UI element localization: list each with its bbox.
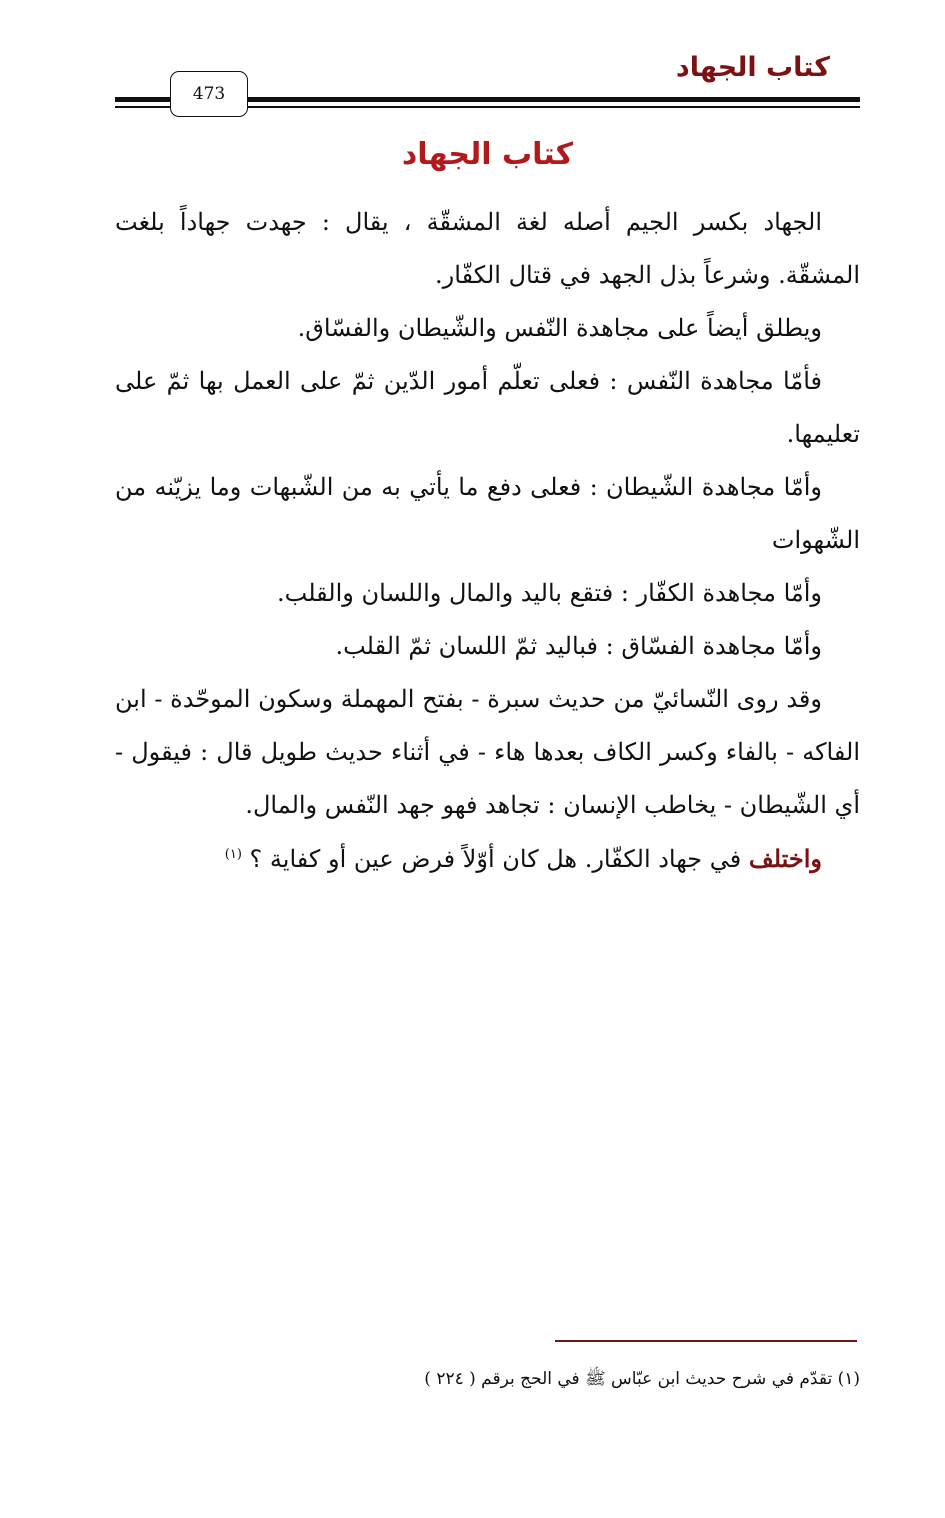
- chapter-title: كتاب الجهاد: [401, 137, 574, 172]
- highlighted-word: واختلف: [748, 844, 822, 873]
- paragraph-5: وأمّا مجاهدة الكفّار : فتقع باليد والمال واللسان والقلب.: [277, 579, 822, 607]
- paragraph-8: [115, 832, 860, 886]
- paragraph-4: وأمّا مجاهدة الشّيطان : فعلى دفع ما يأتي به من الشّبهات وما يزيّنه من الشّهوات: [115, 473, 860, 554]
- footnote-separator: [555, 1340, 857, 1342]
- page-number-box: [170, 71, 248, 117]
- paragraph-6: وأمّا مجاهدة الفسّاق : فباليد ثمّ اللسان ثمّ القلب.: [335, 632, 822, 660]
- page-number: 473: [192, 84, 226, 104]
- paragraph-7: وقد روى النّسائيّ من حديث سبرة - بفتح المهملة وسكون الموحّدة - ابن الفاكه - بالفاء وكسر الكاف بعدها هاء - في أثناء حديث طويل قال : فيقول - أي الشّيطان - يخاطب الإنسان : تجاهد فهو جهد النّفس والمال.: [115, 685, 860, 819]
- paragraph-2: ويطلق أيضاً على مجاهدة النّفس والشّيطان والفسّاق.: [297, 314, 822, 342]
- paragraph-1: الجهاد بكسر الجيم أصله لغة المشقّة ، يقال : جهدت جهاداً بلغت المشقّة. وشرعاً بذل الجهد في قتال الكفّار.: [115, 208, 860, 289]
- paragraph-3: فأمّا مجاهدة النّفس : فعلى تعلّم أمور الدّين ثمّ على العمل بها ثمّ على تعليمها.: [115, 367, 860, 448]
- running-header-title: كتاب الجهاد: [675, 52, 830, 83]
- paragraph-8-text: في جهاد الكفّار. هل كان أوّلاً فرض عين أو كفاية ؟: [241, 845, 749, 873]
- footnote: (١) تقدّم في شرح حديث ابن عبّاس ﷺ في الحج برقم ( ٢٢٤ ): [424, 1369, 860, 1389]
- footnote-reference[interactable]: (١): [224, 847, 242, 862]
- main-text: [115, 196, 860, 886]
